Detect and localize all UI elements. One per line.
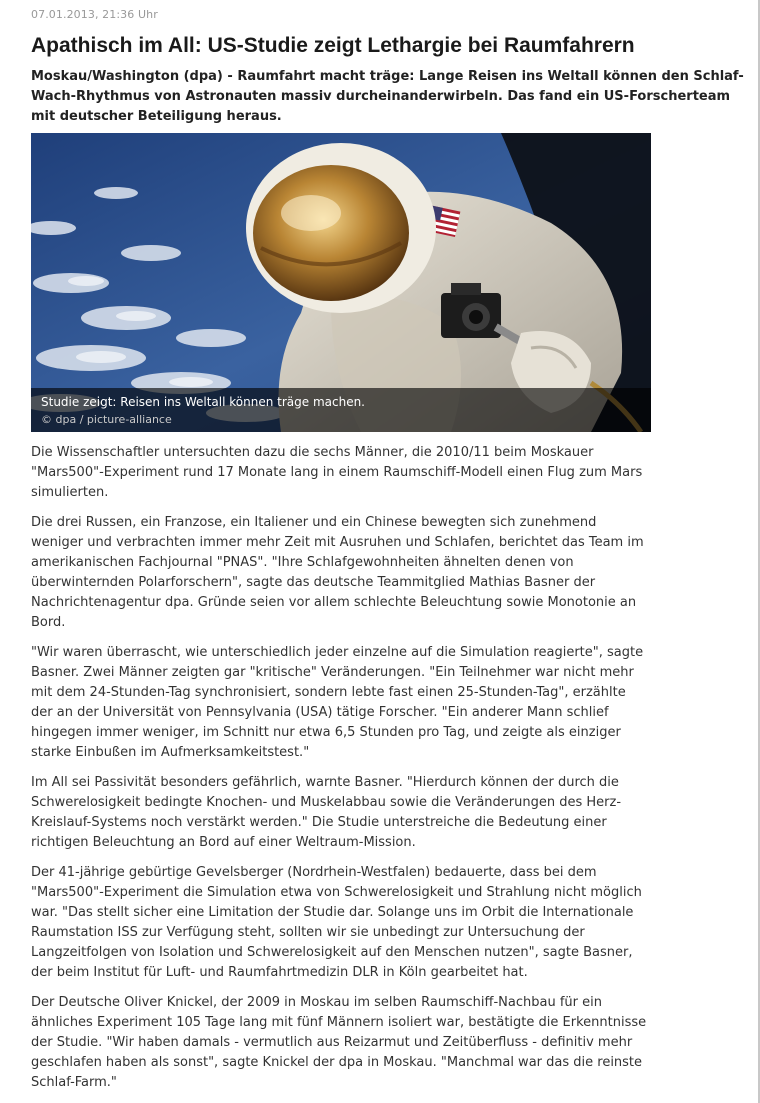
body-paragraph: Im All sei Passivität besonders gefährlich, warnte Basner. "Hierdurch können der durch die Schwerelosigkeit bedingte Knochen- und Muskelabbau sowie die Veränderungen des Herz-Kreislauf-Systems noch verstärkt werden." Die Studie unterstreiche die Bedeutung einer richtigen Beleuchtung an Bord auf einer Weltraum-Mission. <box>31 775 622 850</box>
image-credit: © dpa / picture-alliance <box>41 413 172 426</box>
article-body <box>31 443 651 1103</box>
body-paragraph: Der 41-jährige gebürtige Gevelsberger (Nordrhein-Westfalen) bedauerte, dass bei dem "Mars500"-Experiment die Simulation etwa von Schwerelosigkeit und Strahlung nicht möglich war. "Das stellt sicher eine Limitation der Studie dar. Solange uns im Orbit die Internationale Raumstation ISS zur Verfügung steht, sollten wir sie unbedingt zur Untersuchung der Langzeitfolgen von Isolation und Schwerelosigkeit auf den Menschen nutzen", sagte Basner, der beim Institut für Luft- und Raumfahrtmedizin DLR in Köln gearbeitet hat. <box>31 865 642 980</box>
body-paragraph: "Wir waren überrascht, wie unterschiedlich jeder einzelne auf die Simulation reagierte", sagte Basner. Zwei Männer zeigten gar "kritische" Veränderungen. "Ein Teilnehmer war nicht mehr mit dem 24-Stunden-Tag synchronisiert, sondern lebte fast einen 25-Stunden-Tag", erzählte der an der Universität von Pennsylvania (USA) tätige Forscher. "Ein anderer Mann schlief hingegen immer weniger, im Schnitt nur etwa 6,5 Stunden pro Tag, und zeigte als einziger starke Einbußen im Aufmerksamkeitstest." <box>31 645 644 760</box>
body-paragraph: Die Wissenschaftler untersuchten dazu die sechs Männer, die 2010/11 beim Moskauer "Mars500"-Experiment rund 17 Monate lang in einem Raumschiff-Modell einen Flug zum Mars simulierten. <box>31 445 643 500</box>
image-caption: Studie zeigt: Reisen ins Weltall können träge machen. <box>41 395 365 409</box>
article-image[interactable] <box>31 133 651 432</box>
article-lead: Moskau/Washington (dpa) - Raumfahrt macht träge: Lange Reisen ins Weltall können den Schlaf-Wach-Rhythmus von Astronauten massiv durcheinanderwirbeln. Das fand ein US-Forscherteam mit deutscher Beteiligung heraus. <box>31 69 744 124</box>
article-headline: Apathisch im All: US-Studie zeigt Lethargie bei Raumfahrern <box>31 34 635 57</box>
body-paragraph: Der Deutsche Oliver Knickel, der 2009 in Moskau im selben Raumschiff-Nachbau für ein ähnliches Experiment 105 Tage lang mit fünf Männern isoliert war, bestätigte die Erkenntnisse der Studie. "Wir haben damals - vermutlich aus Reizarmut und Zeitüberfluss - definitiv mehr geschlafen haben als sonst", sagte Knickel der dpa in Moskau. "Manchmal war das die reinste Schlaf-Farm." <box>31 995 647 1090</box>
body-paragraph: Die drei Russen, ein Franzose, ein Italiener und ein Chinese bewegten sich zunehmend weniger und verbrachten immer mehr Zeit mit Ausruhen und Schlafen, berichtet das Team im amerikanischen Fachjournal "PNAS". "Ihre Schlafgewohnheiten ähnelten denen von überwinternden Polarforschern", sagte das deutsche Teammitglied Mathias Basner der Nachrichtenagentur dpa. Gründe seien vor allem schlechte Beleuchtung sowie Monotonie an Bord. <box>31 515 644 630</box>
article-dateline: 07.01.2013, 21:36 Uhr <box>31 8 158 21</box>
image-caption-box <box>31 388 651 432</box>
